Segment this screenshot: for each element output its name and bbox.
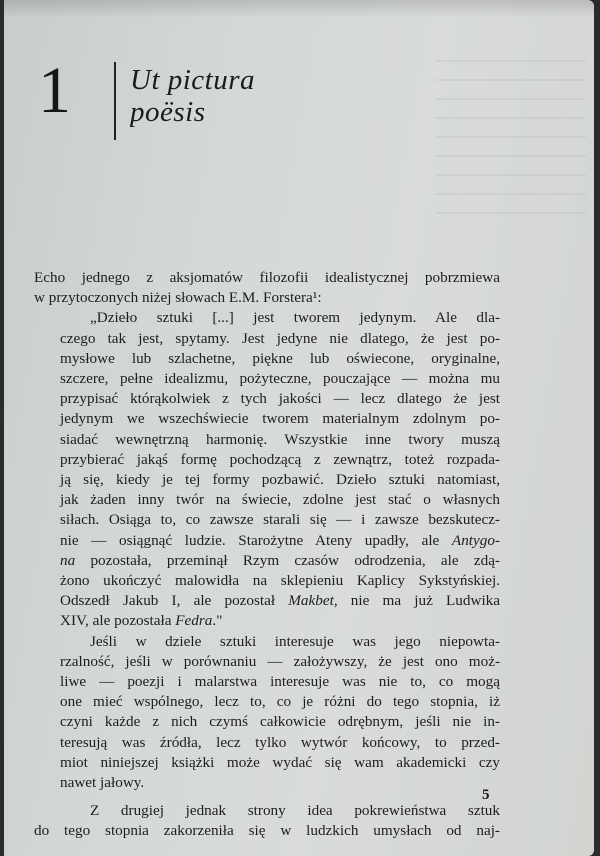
text-line: rzalność, jeśli w porównaniu — założywszy, że jest ono moż- [60,652,500,670]
chapter-title-line: poësis [130,96,206,128]
text-line: na pozostała, przeminął Rzym czasów odrodzenia, ale zdą- [60,551,500,569]
text-line: Odszedł Jakub I, ale pozostał Makbet, nie ma już Ludwika [60,592,500,610]
text-line: nie — osiągnąć ludzie. Starożytne Ateny upadły, ale Antygo- [60,531,500,549]
text-line: przybierać jakąś formę pochodzącą z zewnątrz, toteż rozpada- [60,450,500,468]
text-line: w przytoczonych niżej słowach E.M. Forstera¹: [34,289,322,307]
text-line: teresują was źródła, lecz tylko wytwór końcowy, to przed- [60,733,500,751]
text-line: nawet jałowy. [60,774,145,792]
text-line: siłach. Osiąga to, co zawsze starali się — i zawsze bezskutecz- [60,511,500,529]
text-line: liwe — poezji i malarstwa interesuje was nie to, co mogą [60,673,500,691]
chapter-title [130,64,255,128]
text-line: Z drugiej jednak strony idea pokrewieństwa sztuk [90,802,500,820]
chapter-divider [114,62,116,140]
book-page [4,0,594,856]
text-line: „Dzieło sztuki [...] jest tworem jedynym. Ale dla- [90,309,500,327]
text-line: jak żaden inny twór na świecie, zdolne jest stać o własnych [60,491,500,509]
text-line: szczere, pełne idealizmu, pożyteczne, pouczające — można mu [60,370,500,388]
paragraph-3 [34,632,500,794]
text-line: XIV, ale pozostała Fedra." [60,612,223,630]
paragraph-4 [34,801,500,841]
show-through-text [436,60,586,230]
text-line: Jeśli w dziele sztuki interesuje was jego niepowta- [90,632,500,650]
text-line: czyni każde z nich czymś całkowicie odrębnym, jeśli nie in- [60,713,500,731]
text-line: siadać wewnętrzną harmonię. Wszystkie inne twory muszą [60,430,500,448]
paragraph-quote [34,308,500,631]
text-line: do tego stopnia zakorzeniła się w ludzkich umysłach od naj- [34,822,500,840]
page-number: 5 [482,787,490,803]
body-text [34,268,500,842]
page-shadow [4,0,594,18]
text-line: miot niniejszej książki może wydać się wam akademicki czy [60,753,500,771]
text-line: przypisać którąkolwiek z tych jakości — lecz dlatego że jest [60,390,500,408]
text-line: ją się, kiedy je tej formy pozbawić. Dzieło sztuki natomiast, [60,471,500,489]
chapter-title-line: Ut pictura [130,64,256,96]
paragraph-intro [34,268,500,308]
text-line: jedynym we wszechświecie tworem materialnym zdolnym po- [60,410,500,428]
text-line: żono ukończyć malowidła na sklepieniu Kaplicy Sykstyńskiej. [60,572,500,590]
chapter-number: 1 [38,54,71,127]
text-line: one mieć wspólnego, lecz to, co je różni do tego stopnia, iż [60,693,500,711]
text-line: czego tak jest, spytamy. Jest jedyne nie dlatego, że jest po- [60,329,500,347]
text-line: mysłowe lub szlachetne, piękne lub oświecone, oryginalne, [60,349,500,367]
text-line: Echo jednego z aksjomatów filozofii idealistycznej pobrzmiewa [34,269,500,286]
